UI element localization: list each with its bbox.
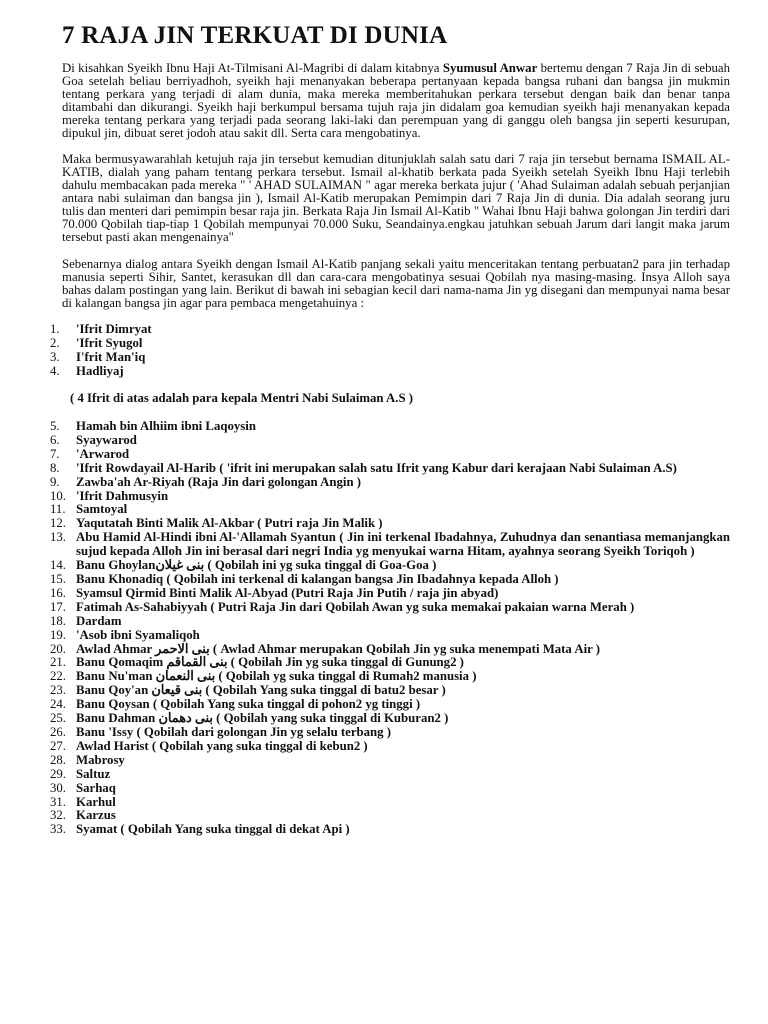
- list-item-text: Sarhaq: [76, 780, 116, 795]
- list-item-number: 1.: [50, 322, 60, 337]
- list-item-text: I'frit Man'iq: [76, 350, 146, 365]
- list-item-text: Hadliyaj: [76, 364, 124, 379]
- list-item: [50, 726, 730, 740]
- list-item-number: 12.: [50, 516, 66, 531]
- list-item-number: 14.: [50, 558, 66, 573]
- list-item-text: Syamat ( Qobilah Yang suka tinggal di dekat Api ): [76, 822, 350, 837]
- list-item: [50, 365, 730, 379]
- paragraph-ismail-al-katib: Maka bermusyawarahlah ketujuh raja jin tersebut kemudian ditunjuklah salah satu dari 7 raja jin tersebut bernama ISMAIL AL-KATIB, dialah yang paham tentang perkara tersebut. Ismail al-khatib berkata pada Syeikh setelah Syeikh Ibnu Haji terlebih dahulu membacakan pada mereka " ' AHAD SULAIMAN " agar mereka berkata jujur ( 'Ahad Sulaiman adalah sebuah perjanjian antara nabi sulaiman dan bangsa jin ), Ismail Al-Katib merupakan Pemimpin dari 7 Raja Jin di dunia. Dia adalah seorang juru tulis dan menteri dari pemimpin besar raja jin. Berkata Raja Jin Ismail Al-Katib " Wahai Ibnu Haji bahwa golongan Jin terdiri dari 70.000 Qobilah tiap-tiap 1 Qobilah mempunyai 70.000 Suku, Seandainya.engkau jatuhkan sebuah Jarum dari langit maka jarum tersebut pasti akan mengenainya": [62, 152, 730, 244]
- list-item-text: Banu Qomaqim بنى القماقم ( Qobilah Jin yg suka tinggal di Gunung2 ): [76, 655, 464, 670]
- list-item-number: 8.: [50, 460, 60, 475]
- list-item: [50, 323, 730, 337]
- list-item-number: 26.: [50, 724, 66, 739]
- list-item-number: 24.: [50, 697, 66, 712]
- list-item: [50, 337, 730, 351]
- list-item-number: 5.: [50, 419, 60, 434]
- list-item-text: 'Arwarod: [76, 446, 130, 461]
- list-item-number: 28.: [50, 752, 66, 767]
- list-item-text: 'Ifrit Dahmusyin: [76, 488, 169, 503]
- list-item-text: Banu 'Issy ( Qobilah dari golongan Jin yg selalu terbang ): [76, 724, 392, 739]
- list-item: [50, 670, 730, 684]
- list-item-number: 20.: [50, 641, 66, 656]
- list-item-number: 22.: [50, 669, 66, 684]
- list-item: [50, 796, 730, 810]
- list-item-text: Awlad Harist ( Qobilah yang suka tinggal di kebun2 ): [76, 738, 368, 753]
- ifrit-list: [50, 323, 730, 379]
- book-title: Syumusul Anwar: [442, 61, 538, 75]
- list-item-text: 'Ifrit Syugol: [76, 336, 143, 351]
- intro-text-start: Di kisahkan Syeikh Ibnu Haji At-Tilmisani Al-Magribi di dalam kitabnya: [62, 61, 443, 75]
- list-item: [50, 740, 730, 754]
- list-item-number: 23.: [50, 683, 66, 698]
- list-item-text: Abu Hamid Al-Hindi ibni Al-'Allamah Syantun ( Jin ini terkenal Ibadahnya, Zuhudnya dan senantiasa memanjangkan sujud kepada Alloh Jin ini berasal dari negri India yg menyukai warna Hitam, ayahnya seorang Syeikh Toriqoh ): [76, 530, 730, 559]
- list-item-text: Samtoyal: [76, 502, 128, 517]
- list-item: [50, 587, 730, 601]
- list-item: [50, 531, 730, 559]
- list-item: [50, 351, 730, 365]
- list-item: [50, 754, 730, 768]
- list-item-number: 4.: [50, 364, 60, 379]
- list-item-text: Banu Nu'man بنى النعمان ( Qobilah yg suka tinggal di Rumah2 manusia ): [76, 669, 477, 684]
- document-title: 7 RAJA JIN TERKUAT DI DUNIA: [62, 22, 448, 49]
- list-item: [50, 490, 730, 504]
- list-item-number: 30.: [50, 780, 66, 795]
- list-item-text: 'Ifrit Dimryat: [76, 322, 152, 337]
- list-item: [50, 712, 730, 726]
- paragraph-dialog: Sebenarnya dialog antara Syeikh dengan Ismail Al-Katib panjang sekali yaitu menceritakan tentang perbuatan2 para jin terhadap manusia seperti Sihir, Santet, kerasukan dll dan cara-cara mengobatinya sesuai Qobilah nya masing-masing. Insya Alloh saya bahas dalam postingan yang lain. Berikut di bawah ini sebagian kecil dari nama-nama Jin yg disegani dan mempunyai nama besar di kalangan bangsa jin agar para pembaca mengetahuinya :: [62, 256, 730, 310]
- list-item-text: 'Ifrit Rowdayail Al-Harib ( 'ifrit ini merupakan salah satu Ifrit yang Kabur dari kerajaan Nabi Sulaiman A.S): [76, 460, 677, 475]
- list-item: [50, 823, 730, 837]
- list-item: [50, 615, 730, 629]
- list-item: [50, 601, 730, 615]
- list-item-text: Banu Khonadiq ( Qobilah ini terkenal di kalangan bangsa Jin Ibadahnya kepada Alloh ): [76, 572, 559, 586]
- list-item: [50, 629, 730, 643]
- list-item-number: 7.: [50, 446, 60, 461]
- list-item-number: 21.: [50, 655, 66, 670]
- list-item-number: 2.: [50, 336, 60, 351]
- list-item-number: 27.: [50, 738, 66, 753]
- list-item-number: 33.: [50, 822, 66, 837]
- list-item-number: 25.: [50, 711, 66, 726]
- list-item: [50, 656, 730, 670]
- intro-paragraph: [62, 62, 730, 139]
- list-item-number: 19.: [50, 627, 66, 642]
- list-item-text: Karhul: [76, 794, 116, 809]
- list-item-text: Syamsul Qirmid Binti Malik Al-Abyad (Putri Raja Jin Putih / raja jin abyad): [76, 585, 499, 600]
- list-item-text: Banu Qoy'an بنى قيعان ( Qobilah Yang suka tinggal di batu2 besar ): [76, 683, 446, 698]
- list-item-text: Syaywarod: [76, 432, 137, 447]
- list-item: [50, 698, 730, 712]
- intro-text-end: bertemu dengan 7 Raja Jin di sebuah Goa setelah beliau berriyadhoh, syeikh haji menanyakan beberapa pertanyaan kepada bangsa ruhani dan bangsa jin mukmin tentang perkara yang terjadi di alam dunia, maka mereka memberitahukan perkara tersebut dengan baik dan benar tanpa ditambahi dan dikurangi. Syeikh haji berkumpul bersama tujuh raja jin didalam goa kemudian syeikh haji menanyakan kepada mereka tentang perkara yang terjadi pada seorang laki-laki dan perempuan yang di ganggu oleh bangsa jin seperti kesurupan, dipukul jin, dibuat seret jodoh atau sakit dll. Serta cara mengobatinya.: [62, 61, 730, 140]
- list-item-number: 6.: [50, 432, 60, 447]
- list-item-text: Mabrosy: [76, 752, 125, 767]
- list-item-number: 9.: [50, 474, 60, 489]
- list-item-text: Banu Qoysan ( Qobilah Yang suka tinggal di pohon2 yg tinggi ): [76, 697, 421, 712]
- list-item-text: Awlad Ahmar بنى الاحمر ( Awlad Ahmar merupakan Qobilah Jin yg suka menempati Mata Air ): [76, 641, 601, 656]
- ifrit-note: ( 4 Ifrit di atas adalah para kepala Mentri Nabi Sulaiman A.S ): [70, 391, 414, 406]
- list-item-number: 32.: [50, 808, 66, 823]
- list-item-text: Zawba'ah Ar-Riyah (Raja Jin dari golongan Angin ): [76, 474, 362, 489]
- list-item-text: Saltuz: [76, 766, 111, 781]
- list-item-text: Karzus: [76, 808, 116, 823]
- list-item-number: 17.: [50, 599, 66, 614]
- list-item: [50, 434, 730, 448]
- jin-names-list: [50, 420, 730, 837]
- list-item: [50, 420, 730, 434]
- list-item: [50, 643, 730, 657]
- list-item: [50, 503, 730, 517]
- list-item: [50, 517, 730, 531]
- list-item-number: 16.: [50, 585, 66, 600]
- list-item-text: Banu Ghoylanبنى غيلان ( Qobilah ini yg suka tinggal di Goa-Goa ): [76, 558, 437, 573]
- list-item: [50, 476, 730, 490]
- list-item-text: Yaqutatah Binti Malik Al-Akbar ( Putri raja Jin Malik ): [76, 516, 383, 531]
- list-item: [50, 768, 730, 782]
- list-item-number: 29.: [50, 766, 66, 781]
- list-item: [50, 809, 730, 823]
- list-item-text: Fatimah As-Sahabiyyah ( Putri Raja Jin dari Qobilah Awan yg suka memakai pakaian warna Merah ): [76, 599, 635, 614]
- list-item-number: 15.: [50, 572, 66, 586]
- list-item-text: Dardam: [76, 613, 122, 628]
- list-item-number: 3.: [50, 350, 60, 365]
- list-item: [50, 462, 730, 476]
- list-item-text: 'Asob ibni Syamaliqoh: [76, 627, 200, 642]
- list-item-number: 31.: [50, 794, 66, 809]
- list-item-text: Banu Dahman بنى دهمان ( Qobilah yang suka tinggal di Kuburan2 ): [76, 711, 449, 726]
- list-item-number: 10.: [50, 488, 66, 503]
- list-item: [50, 448, 730, 462]
- list-item: [50, 782, 730, 796]
- list-item-number: 11.: [50, 502, 66, 517]
- list-item-text: Hamah bin Alhiim ibni Laqoysin: [76, 419, 256, 434]
- list-item-number: 18.: [50, 613, 66, 628]
- list-item: [50, 684, 730, 698]
- list-item: [50, 559, 730, 573]
- list-item: [50, 573, 730, 587]
- list-item-number: 13.: [50, 530, 66, 545]
